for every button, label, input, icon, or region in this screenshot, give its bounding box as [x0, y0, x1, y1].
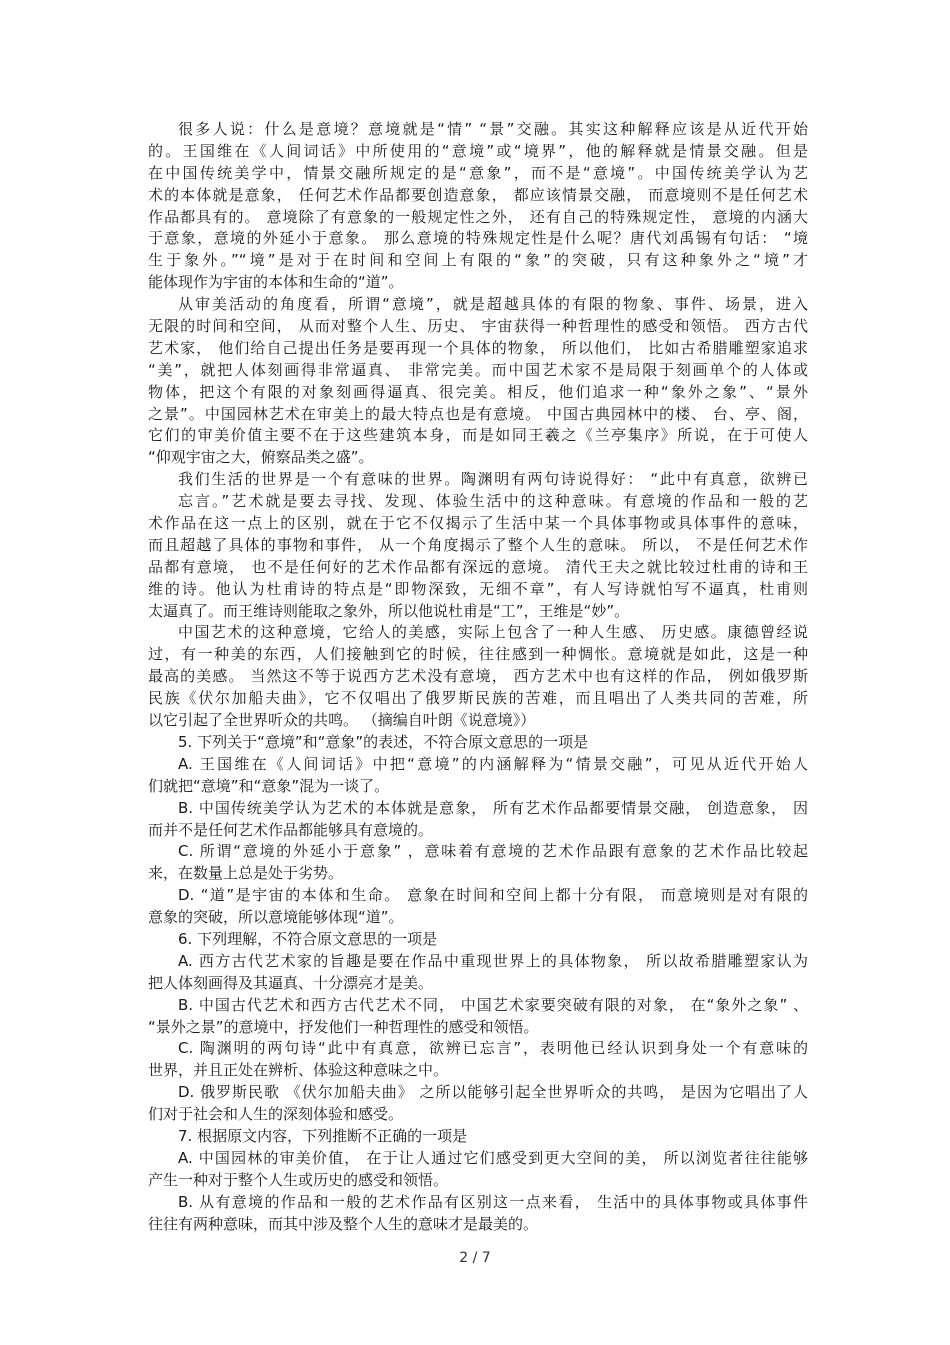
text-line: 们对于社会和人生的深刻体验和感受。 [148, 1105, 404, 1124]
text-line: 中国艺术的这种意境，它给人的美感，实际上包含了一种人生感、 历史感。康德曾经说 [178, 623, 808, 642]
text-line: D. “道”是宇宙的本体和生命。 意象在时间和空间上都十分有限， 而意境则是对有限的 [178, 886, 808, 905]
text-line: “仰观宇宙之大，俯察品类之盛”。 [148, 448, 374, 467]
text-line: 于意象，意境的外延小于意象。 那么意境的特殊规定性是什么呢？唐代刘禹锡有句话： “境 [148, 229, 808, 248]
text-line: 产生一种对于整个人生或历史的感受和领悟。 [148, 1170, 449, 1189]
text-line: 术作品在这一点上的区别，就在于它不仅揭示了生活中某一个具体事物或具体事件的意味， [148, 514, 808, 533]
text-line: C. 所谓“意境的外延小于意象” ，意味着有意境的艺术作品跟有意象的艺术作品比较起 [178, 842, 808, 861]
text-line: 来，在数量上总是处于劣势。 [148, 864, 344, 883]
text-line: 民族《伏尔加船夫曲》，它不仅唱出了俄罗斯民族的苦难，而且唱出了人类共同的苦难，所 [148, 689, 808, 708]
text-line: 我们生活的世界是一个有意味的世界。陶渊明有两句诗说得好： “此中有真意，欲辨已 [178, 470, 808, 489]
text-line: 而并不是任何艺术作品都能够具有意境的。 [148, 820, 434, 839]
text-line: 很多人说：什么是意境？意境就是“情” “景”交融。其实这种解释应该是从近代开始 [178, 120, 808, 138]
text-line: 往往有两种意味，而其中涉及整个人生的意味才是最美的。 [148, 1214, 539, 1233]
text-line: 太逼真了。而王维诗则能取之象外，所以他说杜甫是“工”，王维是“妙”。 [148, 601, 630, 620]
page-number: 2 / 7 [459, 1250, 491, 1266]
text-line: 维的诗。他认为杜甫诗的特点是“即物深致，无细不章”，有人写诗就怕写不逼真，杜甫则 [148, 579, 808, 598]
text-line: 6. 下列理解，不符合原文意思的一项是 [178, 929, 438, 948]
document-body [148, 119, 808, 1235]
text-line: D. 俄罗斯民歌 《伏尔加船夫曲》 之所以能够引起全世界听众的共鸣， 是因为它唱出了人 [178, 1083, 808, 1102]
text-line: 最高的美感。 当然这不等于说西方艺术没有意境， 西方艺术中也有这样的作品， 例如俄罗斯 [148, 667, 808, 686]
text-line: 物体，把这个有限的对象刻画得逼真、很完美。相反，他们追求一种“象外之象”、“景外 [148, 382, 808, 401]
text-line: B. 中国传统美学认为艺术的本体就是意象， 所有艺术作品都要情景交融， 创造意象， 因 [178, 798, 808, 817]
text-line: B. 中国古代艺术和西方古代艺术不同， 中国艺术家要突破有限的对象， 在“象外之象” 、 [178, 995, 808, 1014]
text-line: 5. 下列关于“意境”和“意象”的表述，不符合原文意思的一项是 [178, 732, 589, 751]
text-line: A. 中国园林的审美价值， 在于让人通过它们感受到更大空间的美， 所以浏览者往往能够 [178, 1148, 808, 1167]
text-line: 过，有一种美的东西，人们接触到它的时候，往往感到一种惆怅。意境就是如此，这是一种 [148, 645, 808, 664]
text-line: 们就把“意境”和“意象”混为一谈了。 [148, 776, 390, 795]
text-line: 以它引起了全世界听众的共鸣。 （摘编自叶朗《说意境》） [148, 711, 536, 730]
text-line: 术的本体就是意象， 任何艺术作品都要创造意象， 都应该情景交融， 而意境则不是任何艺术 [148, 185, 808, 204]
text-line: 品都有意境， 也不是任何好的艺术作品都有深远的意境。 清代王夫之就比较过杜甫的诗和王 [148, 557, 808, 576]
text-line: 从审美活动的角度看，所谓“意境”，就是超越具体的有限的物象、事件、场景，进入 [178, 295, 808, 314]
text-line: A. 王国维在《人间词话》中把“意境”的内涵解释为“情景交融”，可见从近代开始人 [178, 754, 808, 773]
text-line: B. 从有意境的作品和一般的艺术作品有区别这一点来看， 生活中的具体事物或具体事件 [178, 1192, 808, 1211]
text-line: 无限的时间和空间， 从而对整个人生、历史、 宇宙获得一种哲理性的感受和领悟。 西方古代 [148, 317, 808, 336]
text-line: 能体现作为宇宙的本体和生命的“道”。 [148, 273, 404, 292]
text-line: 生于象外。”“境”是对于在时间和空间上有限的“象”的突破，只有这种象外之“境”才 [148, 251, 808, 270]
text-line: 它们的审美价值主要不在于这些建筑本身，而是如同王羲之《兰亭集序》所说，在于可使人 [148, 426, 808, 445]
text-line: 之景”。中国园林艺术在审美上的最大特点也是有意境。 中国古典园林中的楼、 台、亭、阁， [148, 404, 808, 423]
text-line: 的。王国维在《人间词话》中所使用的“意境”或“境界”，他的解释就是情景交融。但是 [148, 141, 808, 160]
text-line: 世界，并且正处在辨析、体验这种意味之中。 [148, 1061, 449, 1080]
text-line: 作品都具有的。 意境除了有意象的一般规定性之外， 还有自己的特殊规定性， 意境的内涵大 [148, 207, 808, 226]
text-line: 7. 根据原文内容，下列推断不正确的一项是 [178, 1126, 468, 1145]
text-line: A. 西方古代艺术家的旨趣是要在作品中重现世界上的具体物象， 所以故希腊雕塑家认为 [178, 951, 808, 970]
text-line: C. 陶渊明的两句诗“此中有真意，欲辨已忘言”，表明他已经认识到身处一个有意味的 [178, 1039, 808, 1058]
text-line: “景外之景”的意境中，抒发他们一种哲理性的感受和领悟。 [148, 1017, 539, 1036]
text-line: 而且超越了具体的事物和事件， 从一个角度揭示了整个人生的意味。 所以， 不是任何艺术作 [148, 535, 808, 554]
text-line: 意象的突破，所以意境能够体现“道”。 [148, 908, 404, 927]
text-line: “美”，就把人体刻画得非常逼真、 非常完美。而中国艺术家不是局限于刻画单个的人体或 [148, 360, 808, 379]
text-line: 忘言。”艺术就是要去寻找、发现、体验生活中的这种意味。有意境的作品和一般的艺 [178, 492, 808, 511]
text-line: 在中国传统美学中，情景交融所规定的是“意象”，而不是“意境”。中国传统美学认为艺 [148, 163, 808, 182]
text-line: 艺术家， 他们给自己提出任务是要再现一个具体的物象， 所以他们， 比如古希腊雕塑家追求 [148, 338, 808, 357]
text-line: 把人体刻画得及其逼真、十分漂亮才是美。 [148, 973, 434, 992]
